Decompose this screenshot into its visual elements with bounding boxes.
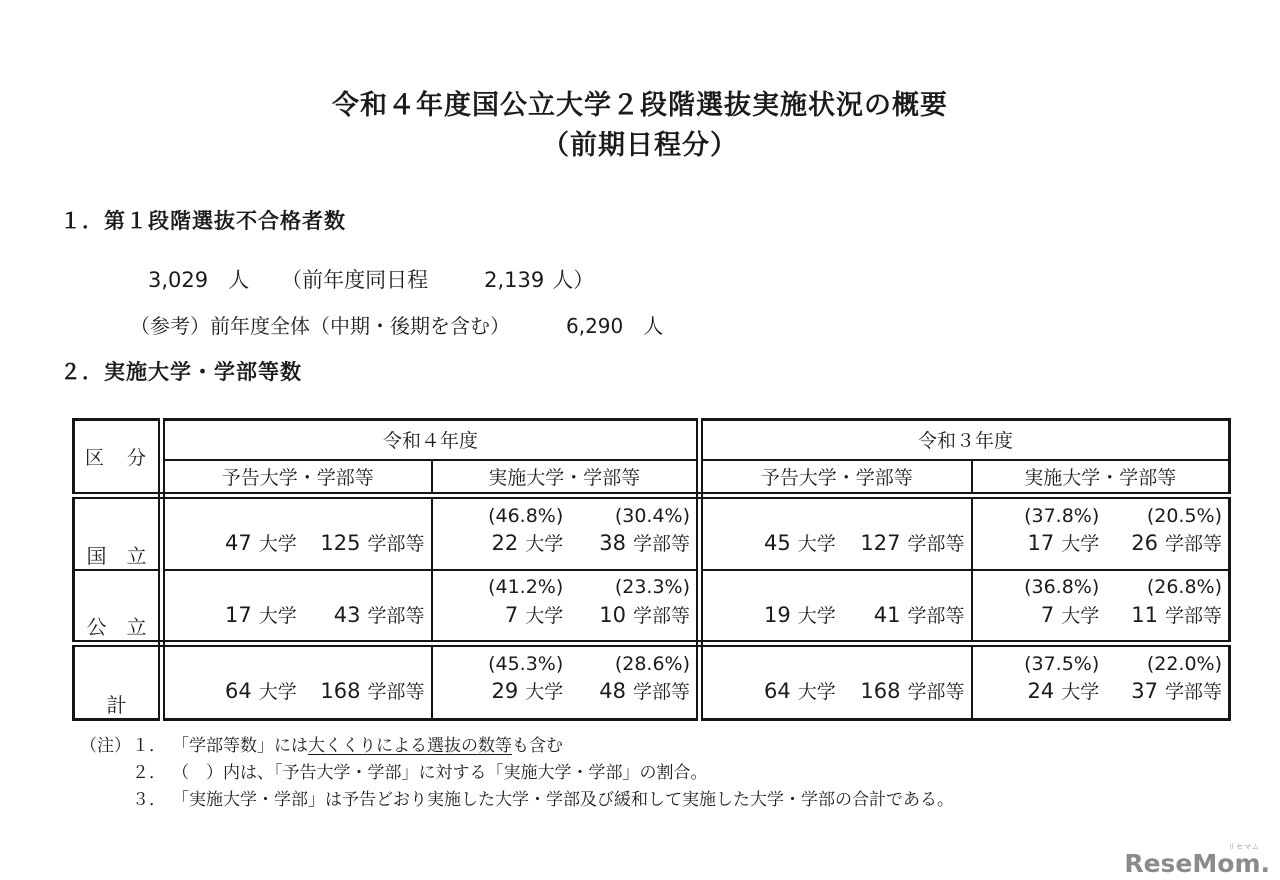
section2-heading: ２．実施大学・学部等数 — [60, 360, 302, 384]
univ-count: 64 — [764, 679, 791, 703]
resemom-logo-text: ReseMom. — [1124, 849, 1270, 878]
fac-count: 10 — [599, 602, 626, 627]
univ-unit: 大学 — [1061, 681, 1100, 703]
reference-line — [130, 310, 663, 339]
univ-pct: (46.8%) — [488, 504, 564, 527]
fac-count: 26 — [1131, 531, 1159, 555]
year-group-r4: 令和４年度 — [162, 420, 700, 460]
fac-unit: 学部等 — [1165, 681, 1223, 703]
univ-unit: 大学 — [525, 533, 564, 555]
section1-heading: １．第１段階選抜不合格者数 — [60, 209, 346, 233]
notes — [80, 733, 954, 814]
fac-pct: (22.0%) — [1146, 652, 1223, 675]
page-title-line1: 令和４年度国公立大学２段階選抜実施状況の概要 — [332, 90, 948, 121]
fac-unit: 学部等 — [633, 533, 691, 555]
cell-national-r4-implemented — [432, 496, 700, 570]
univ-count: 22 — [491, 531, 519, 555]
fac-count: 11 — [1131, 602, 1159, 627]
univ-count: 29 — [491, 679, 519, 703]
fac-unit: 学部等 — [1165, 604, 1223, 627]
prev-year-label: （前年度同日程 — [281, 268, 429, 292]
univ-unit: 大学 — [797, 533, 836, 555]
univ-count: 17 — [225, 602, 252, 627]
fac-count: 43 — [333, 602, 361, 627]
fac-count: 125 — [320, 531, 361, 555]
corner-cell: 区 分 — [74, 420, 162, 496]
prev-year-unit: 人） — [552, 268, 595, 292]
table-row-national — [74, 496, 1230, 570]
fac-unit: 学部等 — [907, 681, 965, 703]
univ-unit: 大学 — [525, 681, 564, 703]
univ-pct: (36.8%) — [1024, 576, 1100, 598]
univ-pct: (45.3%) — [488, 652, 564, 675]
page-title-line2: （前期日程分） — [542, 130, 738, 161]
cell-total-r4-implemented — [432, 644, 700, 720]
implementation-table — [72, 418, 1231, 721]
cell-total-r3-announced — [700, 644, 972, 720]
fac-count: 168 — [860, 679, 901, 703]
univ-unit: 大学 — [525, 604, 564, 627]
cell-public-r4-announced — [162, 570, 432, 644]
univ-unit: 大学 — [258, 681, 297, 703]
cell-total-r4-announced — [162, 644, 432, 720]
fac-unit: 学部等 — [367, 681, 425, 703]
reference-label: （参考）前年度全体（中期・後期を含む） — [130, 314, 510, 338]
univ-unit: 大学 — [1061, 533, 1100, 555]
note-1: （注）１． 「学部等数」には大くくりによる選抜の数等も含む — [80, 733, 954, 760]
univ-count: 24 — [1027, 679, 1055, 703]
subheader-r4-announced: 予告大学・学部等 — [162, 460, 432, 496]
fac-count: 41 — [873, 602, 901, 627]
note-3: ３． 「実施大学・学部」は予告どおり実施した大学・学部及び緩和して実施した大学・学部の合計である。 — [132, 790, 954, 810]
fac-pct: (20.5%) — [1146, 504, 1223, 527]
univ-unit: 大学 — [258, 604, 297, 627]
univ-pct: (41.2%) — [488, 576, 564, 598]
fac-pct: (26.8%) — [1146, 576, 1223, 598]
table-header-years — [74, 420, 1230, 460]
univ-count: 45 — [764, 531, 791, 555]
univ-unit: 大学 — [797, 604, 836, 627]
fac-count: 48 — [599, 679, 626, 703]
subheader-r3-announced: 予告大学・学部等 — [700, 460, 972, 496]
univ-count: 47 — [225, 531, 252, 555]
fac-pct: (28.6%) — [614, 652, 691, 675]
univ-unit: 大学 — [1061, 604, 1100, 627]
univ-pct: (37.5%) — [1024, 652, 1100, 675]
resemom-logo — [1124, 841, 1272, 878]
subheader-r3-implemented: 実施大学・学部等 — [972, 460, 1230, 496]
univ-pct: (37.8%) — [1024, 504, 1100, 527]
reference-unit: 人 — [643, 314, 664, 338]
univ-unit: 大学 — [258, 533, 297, 555]
univ-count: 19 — [764, 602, 791, 627]
table-row-public — [74, 570, 1230, 644]
cell-public-r4-implemented — [432, 570, 700, 644]
implementation-table-wrap — [72, 418, 1231, 721]
fac-count: 127 — [860, 531, 901, 555]
fac-unit: 学部等 — [907, 533, 965, 555]
univ-count: 7 — [1040, 602, 1055, 627]
univ-count: 17 — [1027, 531, 1055, 555]
cell-national-r3-implemented — [972, 496, 1230, 570]
fac-unit: 学部等 — [633, 681, 691, 703]
cell-public-r3-announced — [700, 570, 972, 644]
fac-unit: 学部等 — [1165, 533, 1223, 555]
note-2: ２． （ ）内は、「予告大学・学部」に対する「実施大学・学部」の割合。 — [132, 763, 708, 783]
year-group-r3: 令和３年度 — [700, 420, 1230, 460]
reference-count: 6,290 — [566, 314, 624, 338]
resemom-logo-ruby: リセマム — [1228, 843, 1260, 851]
table-header-subcolumns — [74, 460, 1230, 496]
row-label-public: 公 立 — [74, 570, 162, 644]
cell-public-r3-implemented — [972, 570, 1230, 644]
failed-count-line — [148, 264, 594, 294]
fac-count: 37 — [1131, 679, 1159, 703]
table-row-total — [74, 644, 1230, 720]
note-prefix: （注） — [80, 736, 131, 756]
note-underlined-text: 大くくりによる選抜の数等 — [308, 736, 512, 756]
fac-unit: 学部等 — [367, 604, 425, 627]
subheader-r4-implemented: 実施大学・学部等 — [432, 460, 700, 496]
fac-count: 38 — [599, 531, 626, 555]
row-label-total: 計 — [74, 644, 162, 720]
cell-national-r3-announced — [700, 496, 972, 570]
univ-count: 64 — [225, 679, 252, 703]
fac-count: 168 — [320, 679, 361, 703]
fac-unit: 学部等 — [907, 604, 965, 627]
fac-unit: 学部等 — [633, 604, 691, 627]
cell-national-r4-announced — [162, 496, 432, 570]
prev-year-count: 2,139 — [484, 268, 545, 292]
row-label-national: 国 立 — [74, 496, 162, 570]
univ-unit: 大学 — [797, 681, 836, 703]
cell-total-r3-implemented — [972, 644, 1230, 720]
failed-count: 3,029 — [148, 268, 209, 292]
failed-count-unit: 人 — [228, 268, 250, 292]
page-title — [0, 86, 1280, 166]
fac-unit: 学部等 — [367, 533, 425, 555]
univ-count: 7 — [504, 602, 519, 627]
fac-pct: (23.3%) — [614, 576, 691, 598]
fac-pct: (30.4%) — [614, 504, 691, 527]
